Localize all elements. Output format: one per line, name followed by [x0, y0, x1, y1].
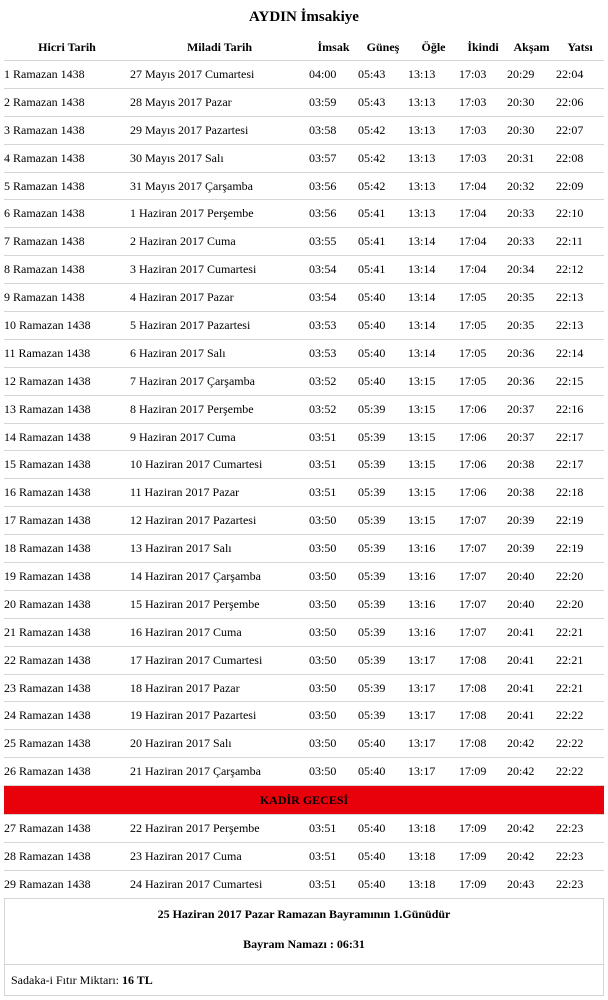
- yatsi-time: 22:20: [556, 590, 604, 618]
- gunes-time: 05:39: [358, 395, 408, 423]
- miladi-date: 23 Haziran 2017 Cuma: [130, 843, 309, 871]
- table-row: [4, 618, 604, 646]
- gunes-time: 05:40: [358, 815, 408, 843]
- aksam-time: 20:39: [507, 535, 556, 563]
- ogle-time: 13:15: [408, 479, 459, 507]
- ogle-time: 13:16: [408, 563, 459, 591]
- miladi-date: 28 Mayıs 2017 Pazar: [130, 88, 309, 116]
- miladi-date: 20 Haziran 2017 Salı: [130, 730, 309, 758]
- hicri-date: 5 Ramazan 1438: [4, 172, 130, 200]
- table-row: [4, 200, 604, 228]
- hicri-date: 10 Ramazan 1438: [4, 312, 130, 340]
- ikindi-time: 17:09: [459, 815, 507, 843]
- ogle-time: 13:17: [408, 758, 459, 786]
- gunes-time: 05:40: [358, 284, 408, 312]
- yatsi-time: 22:07: [556, 116, 604, 144]
- ikindi-time: 17:07: [459, 507, 507, 535]
- column-header: Öğle: [408, 34, 459, 61]
- miladi-date: 29 Mayıs 2017 Pazartesi: [130, 116, 309, 144]
- hicri-date: 17 Ramazan 1438: [4, 507, 130, 535]
- gunes-time: 05:42: [358, 116, 408, 144]
- table-row: [4, 479, 604, 507]
- column-header: İmsak: [309, 34, 358, 61]
- imsak-time: 03:50: [309, 674, 358, 702]
- aksam-time: 20:40: [507, 590, 556, 618]
- ikindi-time: 17:05: [459, 284, 507, 312]
- ogle-time: 13:15: [408, 395, 459, 423]
- ogle-time: 13:17: [408, 702, 459, 730]
- ikindi-time: 17:03: [459, 61, 507, 89]
- imsak-time: 03:50: [309, 618, 358, 646]
- bayram-info: [4, 899, 604, 965]
- table-row: [4, 367, 604, 395]
- aksam-time: 20:41: [507, 674, 556, 702]
- table-row: [4, 423, 604, 451]
- aksam-time: 20:43: [507, 870, 556, 898]
- imsak-time: 03:56: [309, 200, 358, 228]
- miladi-date: 19 Haziran 2017 Pazartesi: [130, 702, 309, 730]
- yatsi-time: 22:16: [556, 395, 604, 423]
- ikindi-time: 17:04: [459, 256, 507, 284]
- miladi-date: 8 Haziran 2017 Perşembe: [130, 395, 309, 423]
- ikindi-time: 17:07: [459, 563, 507, 591]
- ikindi-time: 17:08: [459, 646, 507, 674]
- gunes-time: 05:39: [358, 590, 408, 618]
- ikindi-time: 17:03: [459, 116, 507, 144]
- hicri-date: 27 Ramazan 1438: [4, 815, 130, 843]
- sadaka-info: [4, 965, 604, 996]
- bayram-date: 25 Haziran 2017 Pazar Ramazan Bayramının 1.Günüdür: [157, 906, 451, 921]
- hicri-date: 26 Ramazan 1438: [4, 758, 130, 786]
- ikindi-time: 17:09: [459, 758, 507, 786]
- yatsi-time: 22:08: [556, 144, 604, 172]
- table-row: [4, 339, 604, 367]
- aksam-time: 20:42: [507, 843, 556, 871]
- hicri-date: 7 Ramazan 1438: [4, 228, 130, 256]
- ogle-time: 13:15: [408, 451, 459, 479]
- ogle-time: 13:14: [408, 256, 459, 284]
- ikindi-time: 17:09: [459, 843, 507, 871]
- imsak-time: 03:52: [309, 367, 358, 395]
- hicri-date: 21 Ramazan 1438: [4, 618, 130, 646]
- aksam-time: 20:40: [507, 563, 556, 591]
- miladi-date: 3 Haziran 2017 Cumartesi: [130, 256, 309, 284]
- ikindi-time: 17:06: [459, 423, 507, 451]
- ikindi-time: 17:06: [459, 395, 507, 423]
- imsak-time: 03:50: [309, 535, 358, 563]
- yatsi-time: 22:17: [556, 423, 604, 451]
- ogle-time: 13:13: [408, 144, 459, 172]
- imsak-time: 03:50: [309, 563, 358, 591]
- miladi-date: 17 Haziran 2017 Cumartesi: [130, 646, 309, 674]
- gunes-time: 05:40: [358, 367, 408, 395]
- table-row: [4, 730, 604, 758]
- ikindi-time: 17:08: [459, 702, 507, 730]
- ogle-time: 13:15: [408, 507, 459, 535]
- aksam-time: 20:32: [507, 172, 556, 200]
- ogle-time: 13:18: [408, 843, 459, 871]
- yatsi-time: 22:21: [556, 646, 604, 674]
- ogle-time: 13:18: [408, 815, 459, 843]
- column-header: Yatsı: [556, 34, 604, 61]
- table-row: [4, 815, 604, 843]
- table-row: [4, 116, 604, 144]
- imsak-time: 03:51: [309, 479, 358, 507]
- imsak-time: 03:54: [309, 284, 358, 312]
- aksam-time: 20:38: [507, 479, 556, 507]
- ikindi-time: 17:06: [459, 451, 507, 479]
- miladi-date: 4 Haziran 2017 Pazar: [130, 284, 309, 312]
- yatsi-time: 22:13: [556, 284, 604, 312]
- table-header-row: [4, 34, 604, 61]
- kadir-gecesi-label: KADİR GECESİ: [4, 786, 604, 815]
- yatsi-time: 22:22: [556, 758, 604, 786]
- ogle-time: 13:13: [408, 172, 459, 200]
- hicri-date: 9 Ramazan 1438: [4, 284, 130, 312]
- aksam-time: 20:33: [507, 200, 556, 228]
- miladi-date: 30 Mayıs 2017 Salı: [130, 144, 309, 172]
- hicri-date: 25 Ramazan 1438: [4, 730, 130, 758]
- aksam-time: 20:36: [507, 339, 556, 367]
- aksam-time: 20:42: [507, 758, 556, 786]
- table-row: [4, 590, 604, 618]
- table-row: [4, 563, 604, 591]
- imsak-time: 03:50: [309, 730, 358, 758]
- imsak-time: 03:50: [309, 590, 358, 618]
- ogle-time: 13:13: [408, 61, 459, 89]
- imsak-time: 03:50: [309, 507, 358, 535]
- gunes-time: 05:39: [358, 451, 408, 479]
- hicri-date: 14 Ramazan 1438: [4, 423, 130, 451]
- hicri-date: 2 Ramazan 1438: [4, 88, 130, 116]
- gunes-time: 05:39: [358, 702, 408, 730]
- hicri-date: 18 Ramazan 1438: [4, 535, 130, 563]
- hicri-date: 23 Ramazan 1438: [4, 674, 130, 702]
- yatsi-time: 22:09: [556, 172, 604, 200]
- aksam-time: 20:35: [507, 312, 556, 340]
- gunes-time: 05:39: [358, 423, 408, 451]
- aksam-time: 20:33: [507, 228, 556, 256]
- imsak-time: 03:51: [309, 815, 358, 843]
- hicri-date: 29 Ramazan 1438: [4, 870, 130, 898]
- miladi-date: 5 Haziran 2017 Pazartesi: [130, 312, 309, 340]
- aksam-time: 20:37: [507, 395, 556, 423]
- aksam-time: 20:35: [507, 284, 556, 312]
- gunes-time: 05:42: [358, 144, 408, 172]
- aksam-time: 20:34: [507, 256, 556, 284]
- gunes-time: 05:39: [358, 507, 408, 535]
- hicri-date: 11 Ramazan 1438: [4, 339, 130, 367]
- gunes-time: 05:39: [358, 674, 408, 702]
- yatsi-time: 22:11: [556, 228, 604, 256]
- miladi-date: 11 Haziran 2017 Pazar: [130, 479, 309, 507]
- gunes-time: 05:40: [358, 758, 408, 786]
- yatsi-time: 22:23: [556, 815, 604, 843]
- ogle-time: 13:18: [408, 870, 459, 898]
- table-row: [4, 870, 604, 898]
- hicri-date: 20 Ramazan 1438: [4, 590, 130, 618]
- sadaka-amount: 16 TL: [121, 972, 153, 987]
- yatsi-time: 22:18: [556, 479, 604, 507]
- table-row: [4, 284, 604, 312]
- kadir-gecesi-row: [4, 786, 604, 815]
- gunes-time: 05:40: [358, 339, 408, 367]
- yatsi-time: 22:20: [556, 563, 604, 591]
- ogle-time: 13:16: [408, 535, 459, 563]
- imsak-time: 03:55: [309, 228, 358, 256]
- column-header: Hicri Tarih: [4, 34, 130, 61]
- hicri-date: 8 Ramazan 1438: [4, 256, 130, 284]
- miladi-date: 31 Mayıs 2017 Çarşamba: [130, 172, 309, 200]
- miladi-date: 2 Haziran 2017 Cuma: [130, 228, 309, 256]
- yatsi-time: 22:06: [556, 88, 604, 116]
- yatsi-time: 22:04: [556, 61, 604, 89]
- yatsi-time: 22:17: [556, 451, 604, 479]
- hicri-date: 16 Ramazan 1438: [4, 479, 130, 507]
- imsak-time: 03:58: [309, 116, 358, 144]
- miladi-date: 21 Haziran 2017 Çarşamba: [130, 758, 309, 786]
- gunes-time: 05:40: [358, 870, 408, 898]
- ogle-time: 13:13: [408, 200, 459, 228]
- ogle-time: 13:17: [408, 674, 459, 702]
- miladi-date: 27 Mayıs 2017 Cumartesi: [130, 61, 309, 89]
- gunes-time: 05:41: [358, 228, 408, 256]
- ogle-time: 13:16: [408, 590, 459, 618]
- gunes-time: 05:40: [358, 730, 408, 758]
- ikindi-time: 17:04: [459, 200, 507, 228]
- yatsi-time: 22:15: [556, 367, 604, 395]
- ikindi-time: 17:07: [459, 535, 507, 563]
- miladi-date: 1 Haziran 2017 Perşembe: [130, 200, 309, 228]
- aksam-time: 20:38: [507, 451, 556, 479]
- ogle-time: 13:15: [408, 367, 459, 395]
- gunes-time: 05:40: [358, 312, 408, 340]
- miladi-date: 10 Haziran 2017 Cumartesi: [130, 451, 309, 479]
- miladi-date: 14 Haziran 2017 Çarşamba: [130, 563, 309, 591]
- table-row: [4, 61, 604, 89]
- table-row: [4, 702, 604, 730]
- hicri-date: 3 Ramazan 1438: [4, 116, 130, 144]
- ikindi-time: 17:07: [459, 590, 507, 618]
- imsak-time: 03:50: [309, 646, 358, 674]
- column-header: İkindi: [459, 34, 507, 61]
- table-row: [4, 843, 604, 871]
- aksam-time: 20:42: [507, 815, 556, 843]
- ikindi-time: 17:04: [459, 228, 507, 256]
- aksam-time: 20:31: [507, 144, 556, 172]
- page-title: AYDIN İmsakiye: [249, 9, 359, 25]
- miladi-date: 9 Haziran 2017 Cuma: [130, 423, 309, 451]
- ogle-time: 13:14: [408, 228, 459, 256]
- table-row: [4, 172, 604, 200]
- imsak-time: 03:59: [309, 88, 358, 116]
- table-row: [4, 228, 604, 256]
- miladi-date: 12 Haziran 2017 Pazartesi: [130, 507, 309, 535]
- hicri-date: 19 Ramazan 1438: [4, 563, 130, 591]
- yatsi-time: 22:10: [556, 200, 604, 228]
- ogle-time: 13:17: [408, 646, 459, 674]
- ikindi-time: 17:06: [459, 479, 507, 507]
- miladi-date: 6 Haziran 2017 Salı: [130, 339, 309, 367]
- miladi-date: 24 Haziran 2017 Cumartesi: [130, 870, 309, 898]
- aksam-time: 20:42: [507, 730, 556, 758]
- ogle-time: 13:13: [408, 116, 459, 144]
- table-row: [4, 451, 604, 479]
- yatsi-time: 22:13: [556, 312, 604, 340]
- table-row: [4, 88, 604, 116]
- yatsi-time: 22:21: [556, 674, 604, 702]
- aksam-time: 20:41: [507, 646, 556, 674]
- miladi-date: 15 Haziran 2017 Perşembe: [130, 590, 309, 618]
- aksam-time: 20:29: [507, 61, 556, 89]
- imsak-time: 03:56: [309, 172, 358, 200]
- ogle-time: 13:14: [408, 339, 459, 367]
- miladi-date: 7 Haziran 2017 Çarşamba: [130, 367, 309, 395]
- imsak-time: 03:52: [309, 395, 358, 423]
- ikindi-time: 17:04: [459, 172, 507, 200]
- table-row: [4, 395, 604, 423]
- table-row: [4, 674, 604, 702]
- imsak-time: 03:57: [309, 144, 358, 172]
- gunes-time: 05:39: [358, 479, 408, 507]
- aksam-time: 20:41: [507, 618, 556, 646]
- column-header: Akşam: [507, 34, 556, 61]
- hicri-date: 24 Ramazan 1438: [4, 702, 130, 730]
- ogle-time: 13:16: [408, 618, 459, 646]
- ogle-time: 13:14: [408, 284, 459, 312]
- hicri-date: 4 Ramazan 1438: [4, 144, 130, 172]
- gunes-time: 05:43: [358, 61, 408, 89]
- hicri-date: 12 Ramazan 1438: [4, 367, 130, 395]
- sadaka-label: Sadaka-i Fıtır Miktarı:: [11, 972, 119, 987]
- gunes-time: 05:41: [358, 200, 408, 228]
- hicri-date: 6 Ramazan 1438: [4, 200, 130, 228]
- yatsi-time: 22:21: [556, 618, 604, 646]
- imsak-time: 03:53: [309, 312, 358, 340]
- table-row: [4, 312, 604, 340]
- ikindi-time: 17:05: [459, 339, 507, 367]
- hicri-date: 22 Ramazan 1438: [4, 646, 130, 674]
- ikindi-time: 17:08: [459, 730, 507, 758]
- imsak-time: 03:51: [309, 870, 358, 898]
- aksam-time: 20:41: [507, 702, 556, 730]
- gunes-time: 05:41: [358, 256, 408, 284]
- imsak-time: 03:51: [309, 843, 358, 871]
- table-row: [4, 646, 604, 674]
- imsak-time: 03:51: [309, 423, 358, 451]
- miladi-date: 18 Haziran 2017 Pazar: [130, 674, 309, 702]
- gunes-time: 05:43: [358, 88, 408, 116]
- gunes-time: 05:39: [358, 618, 408, 646]
- gunes-time: 05:42: [358, 172, 408, 200]
- miladi-date: 22 Haziran 2017 Perşembe: [130, 815, 309, 843]
- aksam-time: 20:30: [507, 88, 556, 116]
- table-row: [4, 758, 604, 786]
- column-header: Miladi Tarih: [130, 34, 309, 61]
- aksam-time: 20:39: [507, 507, 556, 535]
- table-row: [4, 507, 604, 535]
- column-header: Güneş: [358, 34, 408, 61]
- ogle-time: 13:13: [408, 88, 459, 116]
- bayram-namazi: Bayram Namazı : 06:31: [243, 936, 365, 951]
- gunes-time: 05:39: [358, 563, 408, 591]
- gunes-time: 05:40: [358, 843, 408, 871]
- table-row: [4, 535, 604, 563]
- hicri-date: 1 Ramazan 1438: [4, 61, 130, 89]
- ikindi-time: 17:05: [459, 312, 507, 340]
- table-row: [4, 144, 604, 172]
- aksam-time: 20:37: [507, 423, 556, 451]
- imsakiye-table: [4, 34, 604, 899]
- hicri-date: 28 Ramazan 1438: [4, 843, 130, 871]
- yatsi-time: 22:22: [556, 730, 604, 758]
- hicri-date: 15 Ramazan 1438: [4, 451, 130, 479]
- aksam-time: 20:30: [507, 116, 556, 144]
- ogle-time: 13:15: [408, 423, 459, 451]
- yatsi-time: 22:22: [556, 702, 604, 730]
- yatsi-time: 22:12: [556, 256, 604, 284]
- yatsi-time: 22:23: [556, 843, 604, 871]
- ikindi-time: 17:03: [459, 144, 507, 172]
- miladi-date: 13 Haziran 2017 Salı: [130, 535, 309, 563]
- imsak-time: 03:53: [309, 339, 358, 367]
- aksam-time: 20:36: [507, 367, 556, 395]
- ikindi-time: 17:03: [459, 88, 507, 116]
- table-row: [4, 256, 604, 284]
- ikindi-time: 17:07: [459, 618, 507, 646]
- table-body: [4, 61, 604, 899]
- imsak-time: 03:54: [309, 256, 358, 284]
- ikindi-time: 17:08: [459, 674, 507, 702]
- yatsi-time: 22:14: [556, 339, 604, 367]
- imsak-time: 03:50: [309, 758, 358, 786]
- ikindi-time: 17:09: [459, 870, 507, 898]
- imsak-time: 03:51: [309, 451, 358, 479]
- yatsi-time: 22:19: [556, 507, 604, 535]
- ogle-time: 13:17: [408, 730, 459, 758]
- gunes-time: 05:39: [358, 535, 408, 563]
- imsak-time: 03:50: [309, 702, 358, 730]
- hicri-date: 13 Ramazan 1438: [4, 395, 130, 423]
- ikindi-time: 17:05: [459, 367, 507, 395]
- gunes-time: 05:39: [358, 646, 408, 674]
- yatsi-time: 22:23: [556, 870, 604, 898]
- ogle-time: 13:14: [408, 312, 459, 340]
- miladi-date: 16 Haziran 2017 Cuma: [130, 618, 309, 646]
- yatsi-time: 22:19: [556, 535, 604, 563]
- imsak-time: 04:00: [309, 61, 358, 89]
